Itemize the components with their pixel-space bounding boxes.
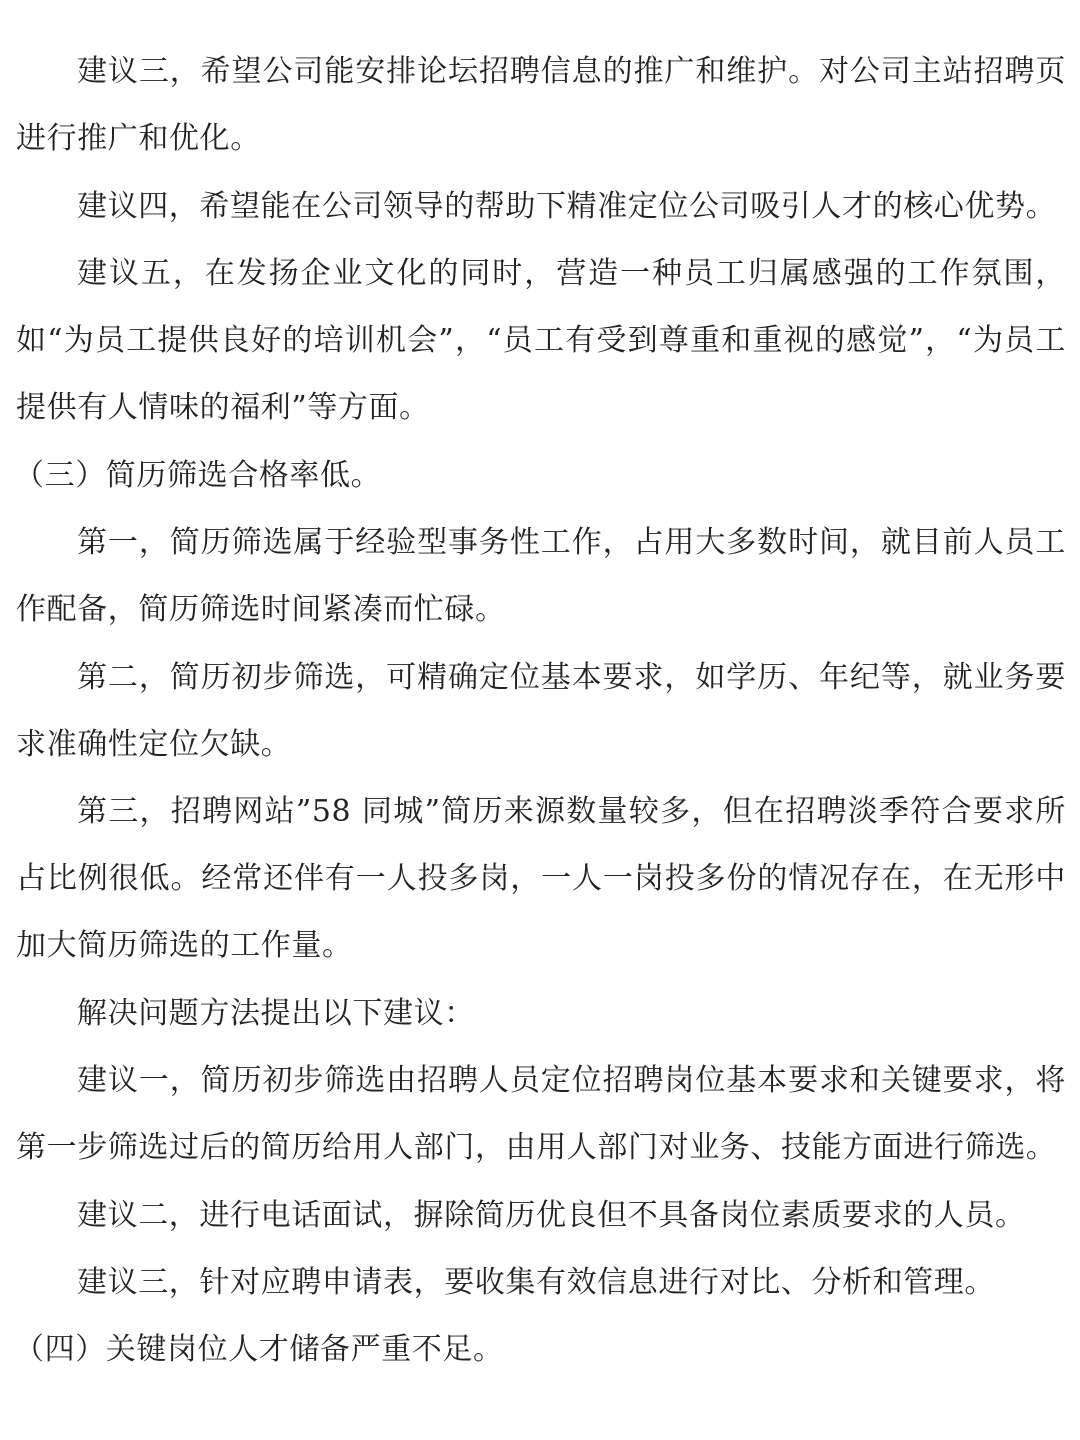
- section-heading-3: （三）简历筛选合格率低。: [14, 458, 382, 493]
- paragraph-second: 第二，简历初步筛选，可精确定位基本要求，如学历、年纪等，就业务要求准确性定位欠缺。: [16, 660, 1066, 762]
- paragraph-solutions-intro: 解决问题方法提出以下建议：: [77, 996, 475, 1031]
- paragraph-third: 第三，招聘网站”58 同城”简历来源数量较多，但在招聘淡季符合要求所占比例很低。经常还伴有一人投多岗，一人一岗投多份的情况存在，在无形中加大简历筛选的工作量。: [16, 794, 1066, 963]
- paragraph-suggestion-2: 建议二，进行电话面试，摒除简历优良但不具备岗位素质要求的人员。: [77, 1198, 1026, 1233]
- paragraph-suggestion-3-form: 建议三，针对应聘申请表，要收集有效信息进行对比、分析和管理。: [77, 1265, 995, 1300]
- paragraph-suggestion-4: 建议四，希望能在公司领导的帮助下精准定位公司吸引人才的核心优势。: [77, 189, 1057, 224]
- paragraph-suggestion-3-forum: 建议三，希望公司能安排论坛招聘信息的推广和维护。对公司主站招聘页进行推广和优化。: [16, 54, 1066, 156]
- paragraph-suggestion-5: 建议五，在发扬企业文化的同时，营造一种员工归属感强的工作氛围，如“为员工提供良好的培训机会”，“员工有受到尊重和重视的感觉”，“为员工提供有人情味的福利”等方面。: [16, 256, 1066, 425]
- paragraph-first: 第一，简历筛选属于经验型事务性工作，占用大多数时间，就目前人员工作配备，简历筛选时间紧凑而忙碌。: [16, 525, 1066, 627]
- section-heading-4: （四）关键岗位人才储备严重不足。: [14, 1332, 504, 1367]
- paragraph-suggestion-1: 建议一，简历初步筛选由招聘人员定位招聘岗位基本要求和关键要求，将第一步筛选过后的简历给用人部门，由用人部门对业务、技能方面进行筛选。: [16, 1063, 1066, 1165]
